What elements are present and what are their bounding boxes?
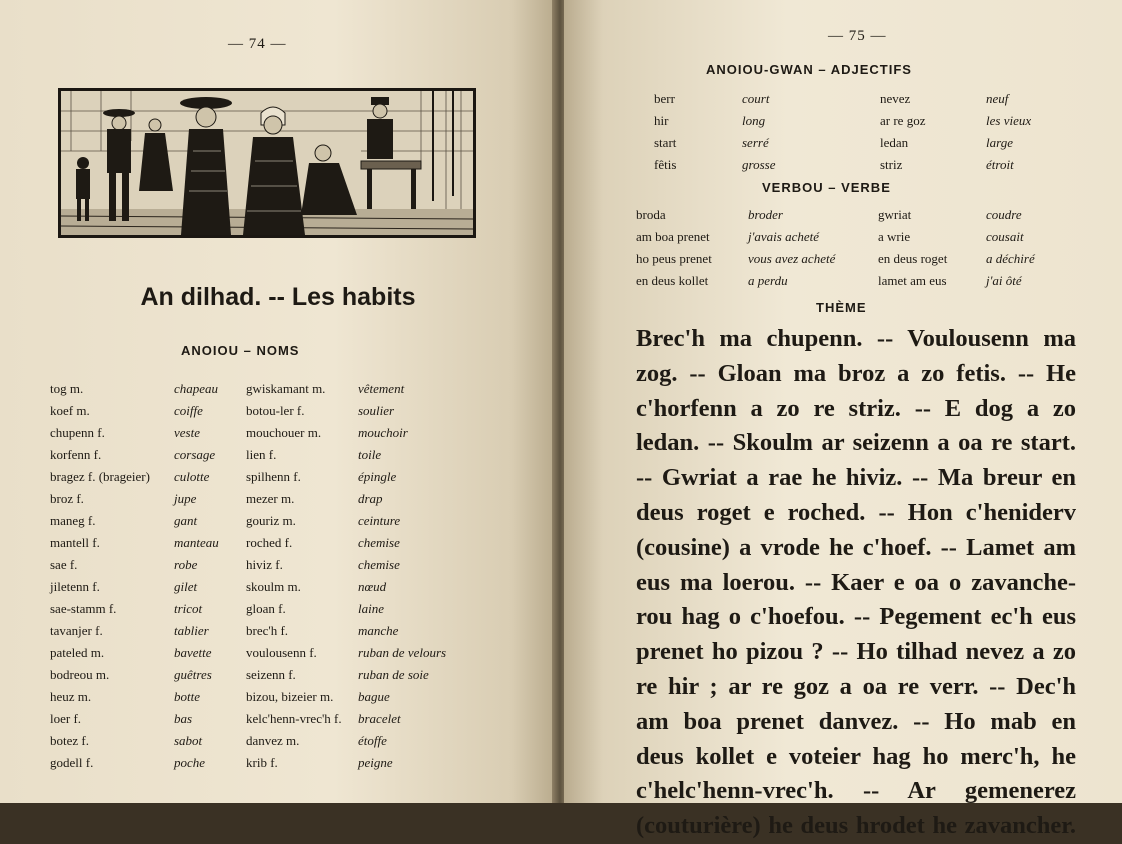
french-translation: grosse [742,157,776,172]
french-translation: broder [748,207,783,222]
breton-word: broz f. [50,491,84,506]
french-translation: bague [358,689,390,704]
vocab-row [50,752,470,774]
french-translation: neuf [986,91,1009,106]
breton-word: bodreou m. [50,667,110,682]
verbs-heading: VERBOU – VERBE [762,180,891,195]
adjective-row [654,110,1076,132]
french-translation: vêtement [358,381,405,396]
french-translation: poche [174,755,206,770]
breton-word: maneg f. [50,513,96,528]
breton-word: striz [880,157,903,172]
french-translation: laine [358,601,384,616]
breton-word: bragez f. (brageier) [50,469,150,484]
breton-word: fêtis [654,157,677,172]
breton-word: lamet am eus [878,273,947,288]
breton-word: a wrie [878,229,911,244]
french-translation: tricot [174,601,203,616]
french-translation: épingle [358,469,397,484]
breton-word: ledan [880,135,909,150]
theme-line: re hir ; ar re goz a oa re verr. -- Dec'h [636,672,1076,700]
french-translation: ruban de velours [358,645,447,660]
french-translation: gilet [174,579,198,594]
french-translation: ruban de soie [358,667,429,682]
page-title: An dilhad. -- Les habits [140,283,416,311]
breton-word: kelc'henn-vrec'h f. [246,711,342,726]
french-translation: veste [174,425,200,440]
breton-word: ar re goz [880,113,926,128]
vocab-row [50,400,470,422]
adjective-row [654,132,1076,154]
theme-line: c'horfenn a zo re striz. -- E dog a zo [636,394,1076,422]
page-number-left: — 74 — [228,36,287,52]
french-translation: étroit [986,157,1014,172]
breton-word: en deus kollet [636,273,709,288]
vocab-row [50,510,470,532]
breton-word: am boa prenet [636,229,710,244]
breton-word: ho peus prenet [636,251,712,266]
vocab-row [50,378,470,400]
breton-word: botou-ler f. [246,403,305,418]
vocabulary-table [50,378,470,774]
theme-line: deus kollet e voteier hag ho merc'h, he [636,742,1076,770]
french-translation: mouchoir [358,425,408,440]
breton-word: hir [654,113,669,128]
theme-line: zog. -- Gloan ma broz a zo fetis. -- He [636,359,1076,387]
french-translation: corsage [174,447,216,462]
french-translation: j'ai ôté [986,273,1022,288]
french-translation: manche [358,623,399,638]
vocab-row [50,422,470,444]
theme-text [636,322,1076,844]
theme-line: c'helc'henn-vrec'h. -- Ar gemenerez [636,777,1076,805]
french-translation: botte [174,689,200,704]
breton-word: chupenn f. [50,425,105,440]
theme-line: rou hag o c'hoefou. -- Pegement ec'h eus [636,603,1076,631]
breton-word: bizou, bizeier m. [246,689,334,704]
french-translation: robe [174,557,198,572]
breton-word: roched f. [246,535,293,550]
breton-word: mouchouer m. [246,425,322,440]
breton-word: broda [636,207,666,222]
breton-word: en deus roget [878,251,948,266]
french-translation: vous avez acheté [748,251,836,266]
french-translation: peigne [358,755,393,770]
french-translation: culotte [174,469,210,484]
left-page [0,0,556,803]
french-translation: court [742,91,770,106]
theme-line: (couturière) he deus hrodet he zavancher. [636,812,1076,840]
breton-word: voulousenn f. [246,645,317,660]
french-translation: large [986,135,1013,150]
french-translation: bracelet [358,711,401,726]
breton-word: godell f. [50,755,94,770]
vocab-row [50,532,470,554]
french-translation: a perdu [748,273,788,288]
french-translation: bavette [174,645,212,660]
french-translation: soulier [358,403,395,418]
verbs-table [636,204,1076,292]
page-number-right: — 75 — [828,28,887,44]
french-translation: guêtres [174,667,212,682]
vocab-row [50,444,470,466]
vocab-row [50,730,470,752]
adjectives-heading: ANOIOU-GWAN – ADJECTIFS [706,62,912,77]
adjective-row [654,154,1076,176]
french-translation: coiffe [174,403,203,418]
verb-row [636,204,1076,226]
adjectives-table [654,88,1076,176]
breton-word: skoulm m. [246,579,301,594]
french-translation: tablier [174,623,209,638]
french-translation: gant [174,513,198,528]
theme-line: deus roget e roched. -- Hon c'heniderv [636,498,1076,526]
french-translation: drap [358,491,383,506]
theme-line: prenet ho pizou ? -- Ho tilhad nevez a zo [636,638,1076,666]
french-translation: manteau [174,535,219,550]
french-translation: serré [742,135,769,150]
vocab-row [50,642,470,664]
breton-word: korfenn f. [50,447,102,462]
breton-word: jiletenn f. [50,579,100,594]
breton-word: gwiskamant m. [246,381,326,396]
theme-line: am boa prenet danvez. -- Ho mab en [636,707,1076,735]
vocab-row [50,620,470,642]
nouns-heading: ANOIOU – NOMS [181,343,300,358]
breton-word: start [654,135,677,150]
french-translation: chemise [358,535,400,550]
french-translation: long [742,113,766,128]
vocab-row [50,554,470,576]
theme-heading: THÈME [816,300,867,315]
vocab-row [50,664,470,686]
breton-word: lien f. [246,447,277,462]
breton-word: tavanjer f. [50,623,103,638]
french-translation: toile [358,447,382,462]
vocab-row [50,598,470,620]
breton-word: danvez m. [246,733,300,748]
theme-line: -- Gwriat a rae he hiviz. -- Ma breur en [636,464,1076,492]
vocab-row [50,686,470,708]
breton-word: sae f. [50,557,78,572]
breton-word: krib f. [246,755,278,770]
french-translation: ceinture [358,513,401,528]
breton-word: seizenn f. [246,667,296,682]
french-translation: cousait [986,229,1024,244]
french-translation: coudre [986,207,1022,222]
theme-line: ledan. -- Skoulm ar seizenn a oa re start. [636,429,1076,457]
vocab-row [50,576,470,598]
breton-word: sae-stamm f. [50,601,117,616]
french-translation: j'avais acheté [748,229,820,244]
breton-word: hiviz f. [246,557,283,572]
breton-word: tog m. [50,381,84,396]
french-translation: chemise [358,557,400,572]
french-translation: a déchiré [986,251,1035,266]
breton-word: gouriz m. [246,513,296,528]
vocab-row [50,466,470,488]
french-translation: étoffe [358,733,387,748]
breton-word: brec'h f. [246,623,289,638]
verb-row [636,248,1076,270]
vocab-row [50,708,470,730]
breton-word: gwriat [878,207,912,222]
breton-word: loer f. [50,711,82,726]
breton-word: spilhenn f. [246,469,301,484]
woodcut-illustration [58,88,476,238]
breton-word: berr [654,91,675,106]
breton-word: botez f. [50,733,89,748]
adjective-row [654,88,1076,110]
french-translation: bas [174,711,193,726]
verb-row [636,270,1076,292]
breton-word: gloan f. [246,601,286,616]
vocab-row [50,488,470,510]
theme-line: (cousine) a vrode he c'hoef. -- Lamet am [636,533,1076,561]
french-translation: sabot [174,733,203,748]
breton-word: koef m. [50,403,90,418]
breton-word: mezer m. [246,491,295,506]
breton-word: mantell f. [50,535,100,550]
french-translation: les vieux [986,113,1032,128]
french-translation: chapeau [174,381,219,396]
french-translation: jupe [174,491,197,506]
french-translation: nœud [358,579,387,594]
breton-word: heuz m. [50,689,92,704]
theme-line: eus ma loerou. -- Kaer e oa o zavanche- [636,568,1076,596]
breton-word: nevez [880,91,911,106]
verb-row [636,226,1076,248]
theme-line: Brec'h ma chupenn. -- Voulousenn ma [636,325,1076,352]
breton-villagers-engraving [61,91,473,235]
breton-word: pateled m. [50,645,105,660]
